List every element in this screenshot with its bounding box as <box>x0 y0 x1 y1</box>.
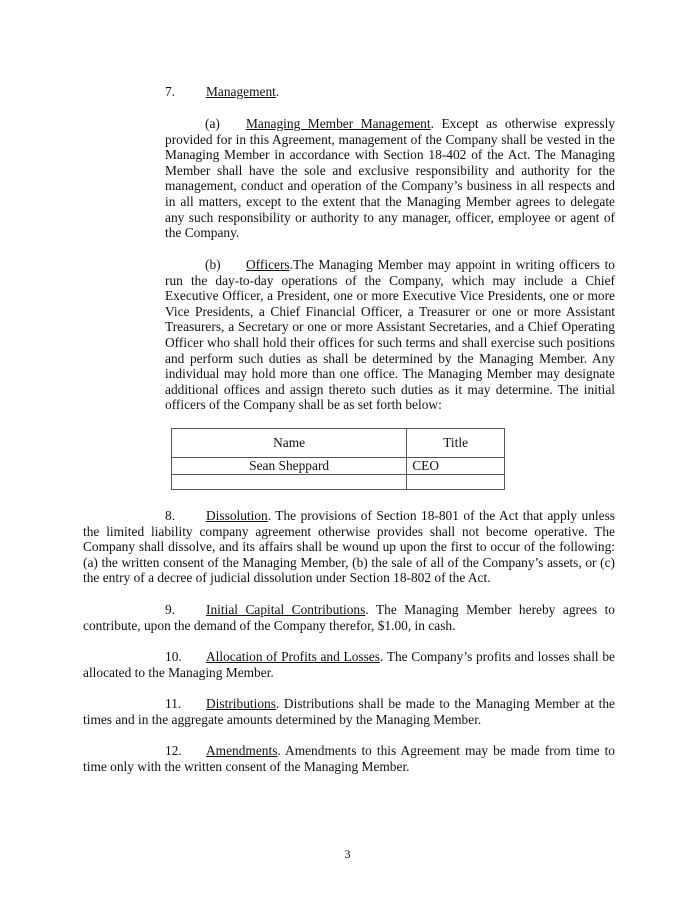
section-title-suffix: . <box>275 84 280 99</box>
section-body: . The Company’s profits and losses shall be allocated to the Managing Member. <box>83 649 615 680</box>
section-title: Amendments <box>206 743 278 758</box>
table-row <box>172 474 505 489</box>
section-number: 10. <box>165 649 182 664</box>
table-cell-name <box>172 474 407 489</box>
section-title: Distributions <box>206 696 276 711</box>
subsection-body: .The Managing Member may appoint in writing officers to run the day-to-day operations of the Company, which may include a Chief Executive Officer, a President, one or more Executive Vice Presidents, one or more Vice Presidents, a Chief Financial Officer, a Treasurer or one or more Assistant Treasurers, a Secretary or one or more Assistant Secretaries, and a Chief Operating Officer who shall hold their offices for such terms and shall exercise such positions and perform such duties as shall be determined by the Managing Member. Any individual may hold more than one office. The Managing Member may designate additional offices and assign thereto such duties as it may determine. The initial officers of the Company shall be as set forth below: <box>165 257 615 413</box>
section-9-initial-capital-contributions <box>83 602 615 633</box>
section-number: 12. <box>165 743 182 758</box>
subsection-title: Officers <box>246 257 290 272</box>
subsection-body: . Except as otherwise expressly provided for in this Agreement, management of the Company shall be vested in the Managing Member in accordance with Section 18-402 of the Act. The Managing Member shall have the sole and exclusive responsibility and authority for the management, conduct and operation of the Company’s business in all respects and in all matters, except to the extent that the Managing Member agrees to delegate any such responsibility or authority to any manager, officer, employee or agent of the Company. <box>165 116 615 241</box>
section-number: 8. <box>165 508 176 523</box>
table-cell-name: Sean Sheppard <box>172 458 407 475</box>
subsection-title: Managing Member Management <box>246 116 431 131</box>
table-cell-title: CEO <box>407 458 505 475</box>
section-body: . The provisions of Section 18-801 of the Act that apply unless the limited liability company agreement otherwise provides shall not become operative. The Company shall dissolve, and its affairs shall be wound up upon the first to occur of the following: (a) the written consent of the Managing Member, (b) the sale of all of the Company’s assets, or (c) the entry of a decree of judicial dissolution under Section 18-802 of the Act. <box>83 508 615 586</box>
page-number: 3 <box>344 847 351 861</box>
table-header-row <box>172 429 505 458</box>
section-number: 9. <box>165 602 176 617</box>
section-title: Initial Capital Contributions <box>206 602 366 617</box>
section-title: Dissolution <box>206 508 268 523</box>
section-title: Management <box>206 84 276 99</box>
section-number: 7. <box>165 84 176 99</box>
section-number: 11. <box>165 696 182 711</box>
officers-table <box>171 428 505 490</box>
table-cell-title <box>407 474 505 489</box>
section-7-heading <box>165 84 279 100</box>
subsection-b-officers <box>165 257 615 413</box>
table-header-name: Name <box>172 429 407 458</box>
section-10-allocation-of-profits-and-losses <box>83 649 615 680</box>
section-12-amendments <box>83 743 615 774</box>
section-8-dissolution <box>83 508 615 586</box>
section-body: . Distributions shall be made to the Managing Member at the times and in the aggregate amounts determined by the Managing Member. <box>83 696 615 727</box>
table-header-title: Title <box>407 429 505 458</box>
table-row <box>172 458 505 475</box>
subsection-a-managing-member-management <box>165 116 615 241</box>
section-11-distributions <box>83 696 615 727</box>
section-title: Allocation of Profits and Losses <box>206 649 380 664</box>
section-body: . The Managing Member hereby agrees to contribute, upon the demand of the Company therefor, $1.00, in cash. <box>83 602 615 633</box>
subsection-label: (b) <box>205 257 221 272</box>
section-body: . Amendments to this Agreement may be made from time to time only with the written consent of the Managing Member. <box>83 743 615 774</box>
subsection-label: (a) <box>205 116 220 131</box>
